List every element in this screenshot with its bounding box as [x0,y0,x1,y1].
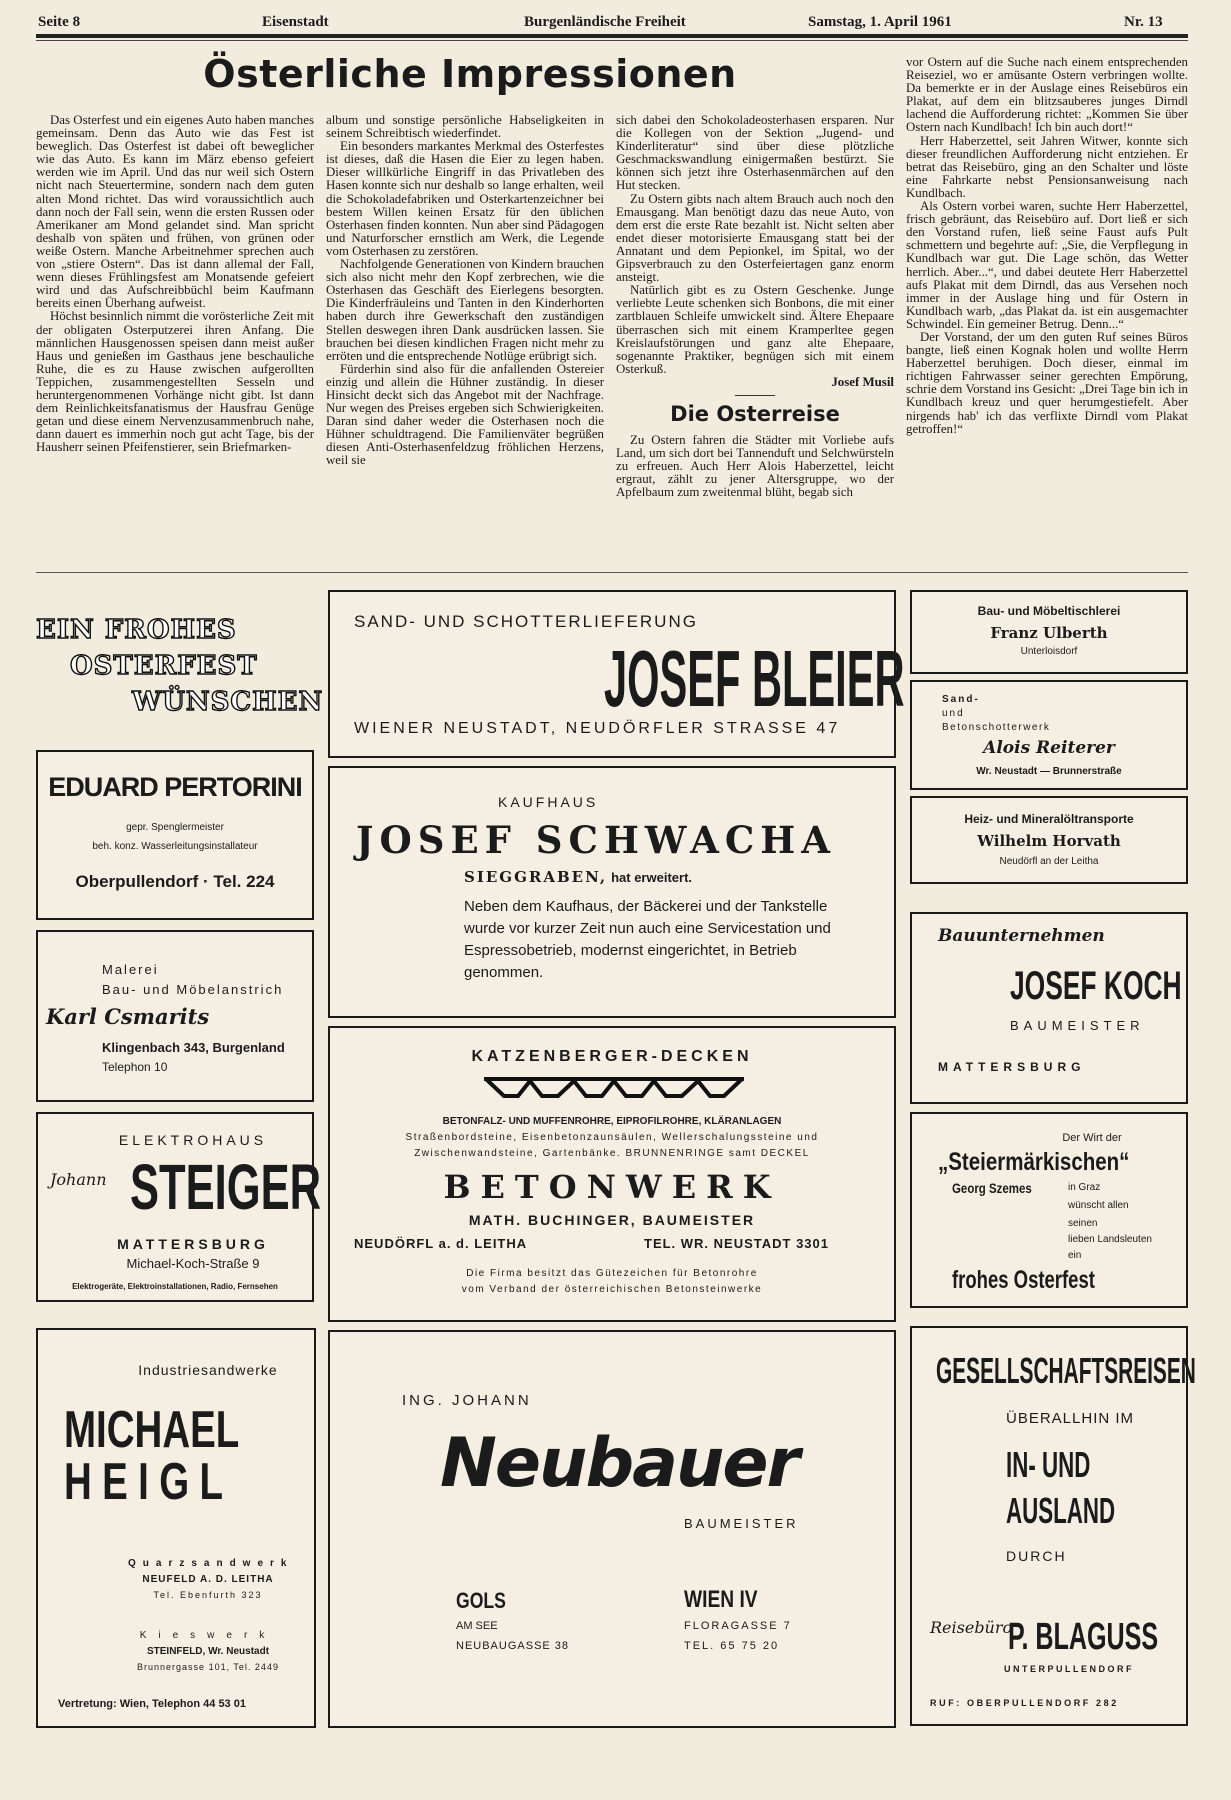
ad-csmarits [36,930,314,1102]
ad-neubauer [328,1330,896,1728]
article-subtitle: Die Osterreise [670,401,840,426]
csmarits-telephone: Telephon 10 [102,1060,168,1074]
neubauer-city-2: WIEN IV [684,1586,758,1613]
ad-ulberth [910,590,1188,674]
pertorini-license: beh. konz. Wasserleitungsinstallateur [92,841,258,852]
blaguss-telephone: RUF: OBERPULLENDORF 282 [930,1698,1119,1708]
paragraph: sich dabei den Schokoladeosterhasen ersparen. Nur die Kollegen von der Sektion „Jugend- und Kinderliteratur“ sind über diese plötzliche Geschmackswandlung einigermaßen bestürzt. Sie können sich jetzt ihre Osterhasenmärchen auf den Hut stecken. [616,113,894,193]
ulberth-place: Unterloisdorf [1020,646,1078,657]
csmarits-line-2: Bau- und Möbelanstrich [102,982,284,997]
steiermark-text-2: wünscht allen [1068,1200,1129,1211]
horvath-place: Neudörfl an der Leitha [999,856,1099,867]
ad-heigl [36,1328,316,1728]
blaguss-city: UNTERPULLENDORF [1004,1664,1134,1674]
neubauer-title: BAUMEISTER [684,1516,799,1531]
bleier-category: SAND- UND SCHOTTERLIEFERUNG [354,612,698,631]
steiger-street: Michael-Koch-Straße 9 [126,1256,260,1271]
schwacha-note: hat erweitert. [611,870,693,885]
schwacha-text: Neben dem Kaufhaus, der Bäckerei und der Tankstelle wurde vor kurzer Zeit nun auch eine Servicestation und Espressobetrieb, modernst eingerichtet, in Betrieb genommen. [464,898,831,981]
steiger-services: Elektrogeräte, Elektroinstallationen, Radio, Fernsehen [72,1282,278,1291]
katzenberger-betonwerk: BETONWERK [443,1168,781,1206]
schwacha-place-line [464,868,692,887]
neubauer-city-1-line-1: AM SEE [456,1620,498,1632]
paragraph: album und sonstige persönliche Habseligkeiten in seinem Schreibtisch wiederfindet. [326,113,604,141]
steiermark-owner: Georg Szemes [952,1180,1032,1196]
reiterer-line-1: Sand- [942,694,980,705]
schwacha-place: SIEGGRABEN, [464,868,608,886]
katzenberger-footnote-2: vom Verband der österreichischen Betonsteinwerke [461,1284,763,1295]
newspaper-name: Burgenländische Freiheit [524,14,686,30]
katzenberger-brand: KATZENBERGER-DECKEN [471,1048,753,1065]
blaguss-name: P. BLAGUSS [1008,1616,1159,1658]
paragraph: Als Ostern vorbei waren, suchte Herr Haberzettel, frisch gebräunt, das Reisebüro auf. Dort ließ er sich den Vorstand rufen, ließ seine Faust aufs Pult schmettern und begehrte auf: „Sie, die Verpflegung in Kundlbach war gut. Die Lage schön, das Wetter herrlich. Aber...“, und dabei deutete Herr Haberzettel aufs Plakat mit dem Dirndl, das aus Versehen noch immer in der Auslage hing und für Ostern in Kundlbach warb, „das Plakat da. ist ein ausgemachter Schwindel. Ein gemeiner Betrug. Denn...“ [906,199,1188,331]
paragraph: Höchst besinnlich nimmt die vorösterliche Zeit mit der obligaten Osterputzerei ihren Anfang. Die männlichen Hausgenossen speisen dann meist außer Haus und genießen im Gasthaus jene beschauliche Ruhe, die es zu Hause zwischen aufgerollten Teppichen, zusammengestellten Sesseln und heruntergenommenen Vorhänge nicht gibt. Ist dann dem Reinlichkeitsfanatismus der Hausfrau Genüge getan und diese einem Nervenzusammenbruch nahe, dann dauert es immerhin noch gut acht Tage, bis der Hausherr seinen Pfeifenstierer, sein Briefmarken- [36,309,314,455]
neubauer-city-2-line-2: TEL. 65 75 20 [684,1640,780,1652]
article-column-3 [616,114,894,499]
page-number: Seite 8 [38,14,81,30]
koch-title: BAUMEISTER [1010,1018,1145,1033]
issue-number: Nr. 13 [1124,14,1163,30]
greeting-line-1: EIN FROHES [36,615,237,645]
steiger-category: ELEKTROHAUS [118,1132,268,1148]
greeting-line-2: OSTERFEST [70,651,258,681]
ad-blaguss [910,1326,1196,1726]
blaguss-script: Reisebüro [930,1618,1013,1637]
csmarits-name: Karl Csmarits [46,1004,210,1029]
pertorini-name: EDUARD PERTORINI [48,772,302,802]
blaguss-line-5: DURCH [1006,1548,1067,1564]
region-label: Eisenstadt [262,14,329,30]
csmarits-address: Klingenbach 343, Burgenland [102,1040,285,1055]
beam-profile-icon [484,1076,744,1102]
steiger-name: STEIGER [130,1151,322,1223]
pertorini-trade: gepr. Spenglermeister [126,822,224,833]
neubauer-city-1: GOLS [456,1588,506,1613]
heigl-gravel-works: Kieswerk [139,1630,277,1641]
csmarits-line-1: Malerei [102,962,159,977]
katzenberger-products-1: BETONFALZ- UND MUFFENROHRE, EIPROFILROHRE, KLÄRANLAGEN [442,1116,782,1127]
katzenberger-place: NEUDÖRFL a. d. LEITHA [354,1236,528,1251]
heigl-quartz-tel: Tel. Ebenfurth 323 [153,1590,263,1600]
paragraph: Natürlich gibt es zu Ostern Geschenke. Junge verliebte Leute schenken sich Bonbons, die mit einer zartblauen Schleife umwickelt sind. Ältere Ehepaare überraschen sich mit einem Kramperltee gegen Kreislaufstörungen und ganz alte Ehepaare, sogenannte Praktiker, begnügen sich mit einem Osterkuß. [616,283,894,376]
ad-katzenberger [328,1026,896,1322]
blaguss-line-1: GESELLSCHAFTSREISEN [936,1350,1196,1391]
bleier-name: JOSEF BLEIER [604,634,905,723]
katzenberger-footnote-1: Die Firma besitzt das Gütezeichen für Betonrohre [466,1268,758,1279]
steiermark-text-4: lieben Landsleuten [1068,1234,1152,1245]
paragraph: Ein besonders markantes Merkmal des Osterfestes ist dieses, daß die Hasen die Eier zu legen haben. Dieser willkürliche Eingriff in das Privatleben des Hasen konnte sich nur deshalb so lange erhalten, weil die Schokoladefabriken und Osterkartenzeichner bei bestem Willen keinen Ersatz für den üblichen Osterhasen finden konnten. Nun aber sind Pädagogen und Naturforscher ernstlich am Werk, die Legende vom Osterhasen zu zerstören. [326,139,604,258]
greeting-line-3: WÜNSCHEN [132,687,324,717]
katzenberger-products-2: Straßenbordsteine, Eisenbetonzaunsäulen, Wellerschalungssteine und [405,1132,819,1143]
paragraph: Das Osterfest und ein eigenes Auto haben manches gemeinsam. Denn das Auto wie das Fest ist beweglich. Das Osterfest ist dabei oft beweglicher wie das Auto. Es kann im März ebenso gefeiert werden wie im April. Und das nur weil sich Ostern nicht nach Steuertermine, sondern nach dem guten alten Mond richtet. Das wird voraussichtlich auch dann noch der Fall sein, wenn die ersten Russen oder Amerikaner am Mond gelandet sind. Man spricht deshalb von späten und frühen, von grünen oder weiße Ostern. Manche Arbeitnehmer sprechen auch von „stiere Ostern“. Das ist dann allemal der Fall, wenn dieses Frühlingsfest am Monatsende gefeiert wird und das Aufschreibbüchl beim Kaufmann bereits einen Überhang aufweist. [36,113,314,311]
steiermark-intro: Der Wirt der [1062,1132,1122,1144]
article-headline: Österliche Impressionen [203,52,737,96]
ulberth-name: Franz Ulberth [990,624,1108,642]
blaguss-line-2: ÜBERALLHIN IM [1006,1410,1135,1427]
horvath-name: Wilhelm Horvath [977,832,1121,850]
paragraph: Zu Ostern fahren die Städter mit Vorliebe aufs Land, um sich dort bei Tannenduft und Selchwürsteln zu erfreuen. Auch Herr Alois Haberzettel, leicht ergraut, zählt zu jener Altersgruppe, wo der Apfelbaum zum zweitenmal blüht, begab sich [616,432,894,500]
horvath-trade: Heiz- und Mineralöltransporte [964,812,1134,826]
ad-koch [910,912,1188,1104]
ad-steiermaerkischen [910,1112,1188,1308]
article-bottom-rule [36,572,1188,573]
heigl-category: Industriesandwerke [138,1362,278,1378]
heigl-quartz-works: Quarzsandwerk [128,1558,294,1569]
greeting-ad [36,612,324,720]
koch-name: JOSEF KOCH [1010,964,1182,1008]
heigl-representation: Vertretung: Wien, Telephon 44 53 01 [58,1698,246,1710]
article-author: Josef Musil [831,374,894,389]
ad-bleier [328,590,905,758]
blaguss-line-4: AUSLAND [1006,1490,1116,1531]
steiger-first-name: Johann [50,1170,107,1189]
article-column-1 [36,114,314,454]
steiermark-text-5: ein [1068,1250,1082,1261]
ad-steiger [36,1112,322,1302]
section-divider [735,395,775,396]
steiermark-wish: frohes Osterfest [952,1266,1095,1294]
steiermark-text-3: seinen [1068,1218,1098,1229]
reiterer-name: Alois Reiterer [983,738,1115,758]
ad-schwacha [328,766,896,1018]
ad-pertorini [36,750,314,920]
ulberth-trade: Bau- und Möbeltischlerei [977,604,1121,618]
paragraph: Zu Ostern gibts nach altem Brauch auch noch den Emausgang. Man benötigt dazu das neue Auto, von dem erst die erste Rate bezahlt ist. Nicht selten aber endet dieser motorisierte Emausgang statt bei der Annatant und dem Pepionkel, im Spital, wo der Gipsverbrauch zu den Osterfeiertagen ganz enorm ansteigt. [616,191,894,285]
heigl-last-name: HEIGL [64,1453,234,1511]
paragraph: Nachfolgende Generationen von Kindern brauchen sich also nicht mehr den Kopf zerbrechen, wie die Osterhasen das Geschäft des Eierlegens besorgten. Die Kinderfräuleins und Tanten in den Kinderhorten haben durch ihre Gewerkschaft den zuständigen Stellen deswegen ihren Dank ausdrücken lassen. Sie brauchen bei diesen kindlichen Fragen nicht mehr zu erröten und die entsprechende Notlüge erübrigt sich. [326,257,604,363]
katzenberger-products-3: Zwischenwandsteine, Gartenbänke. BRUNNENRINGE samt DECKEL [414,1148,810,1159]
neubauer-city-1-line-2: NEUBAUGASSE 38 [456,1640,570,1652]
katzenberger-owner: MATH. BUCHINGER, BAUMEISTER [468,1212,756,1228]
heigl-gravel-address: Brunnergasse 101, Tel. 2449 [137,1662,279,1672]
paragraph: vor Ostern auf die Suche nach einem entsprechenden Reiseziel, wo er amüsante Ostern verbringen wollte. Da bemerkte er in der Auslage eines Reisebüros ein Plakat, auf dem ein blitzsauberes junges Dirndl lachend die Aufforderung richtet: „Kommen Sie über Ostern nach Kundlbach! Ich bin auch dort!“ [906,55,1188,135]
steiermark-name: „Steiermärkischen“ [938,1148,1130,1176]
schwacha-category: KAUFHAUS [498,794,599,810]
steiermark-text-1: in Graz [1068,1182,1101,1193]
page-header [36,12,1188,32]
paragraph: Der Vorstand, der um den guten Ruf seines Büros bangte, ließ einen Kognak holen und wollte Herrn Haberzettel beruhigen. Doch dieser, einmal im richtigen Fahrwasser seiner gerechten Empörung, schrie dem Vorstand ins Gesicht: „Drei Tage bin ich in Kundlbach kreuz und quer herumgestiefelt. Aber nirgends hab' ich das verflixte Dirndl vom Plakat getroffen!“ [906,329,1188,436]
header-rule-thin [36,40,1188,41]
bleier-address: WIENER NEUSTADT, NEUDÖRFLER STRASSE 47 [354,720,841,737]
blaguss-line-3: IN- UND [1006,1444,1091,1485]
heigl-quartz-place: NEUFELD A. D. LEITHA [142,1574,274,1585]
article-column-4 [906,56,1188,436]
koch-category: Bauunternehmen [938,926,1105,946]
neubauer-city-2-line-1: FLORAGASSE 7 [684,1620,792,1632]
header-rule [36,34,1188,38]
katzenberger-telephone: TEL. WR. NEUSTADT 3301 [644,1236,830,1251]
heigl-gravel-place: STEINFELD, Wr. Neustadt [146,1646,270,1657]
paragraph: Fürderhin sind also für die anfallenden Ostereier einzig und allein die Hühner zuständig. In dieser Hinsicht deckt sich das Angebot mit der Nachfrage. Nur wegen des Preises ergeben sich Schwierigkeiten. Daran sind daher weder die Osterhasen noch die Hühner schuldtragend. Die Familienväter begrüßen diesen Anti-Osterhasenfeldzug fröhlichen Herzens, weil sie [326,361,604,468]
ad-reiterer [910,680,1188,790]
reiterer-line-2: und [942,708,965,719]
neubauer-name: Neubauer [440,1424,799,1503]
pertorini-place: Oberpullendorf · Tel. 224 [75,872,275,891]
steiger-city: MATTERSBURG [117,1236,269,1252]
heigl-first-name: MICHAEL [64,1401,240,1459]
koch-city: MATTERSBURG [938,1060,1086,1074]
neubauer-first-name: ING. JOHANN [402,1392,532,1409]
reiterer-place: Wr. Neustadt — Brunnerstraße [976,766,1122,777]
reiterer-line-3: Betonschotterwerk [942,722,1051,733]
ad-horvath [910,796,1188,884]
paragraph: Herr Haberzettel, seit Jahren Witwer, konnte sich dieser freundlichen Aufforderung nicht entziehen. Er betrat das Reisebüro, ging an den Schalter und löste eine Fahrkarte nebst Pensionsanweisung nach Kundlbach. [906,133,1188,200]
issue-date: Samstag, 1. April 1961 [808,14,952,30]
schwacha-name: JOSEF SCHWACHA [356,818,836,862]
article-column-2 [326,114,604,468]
